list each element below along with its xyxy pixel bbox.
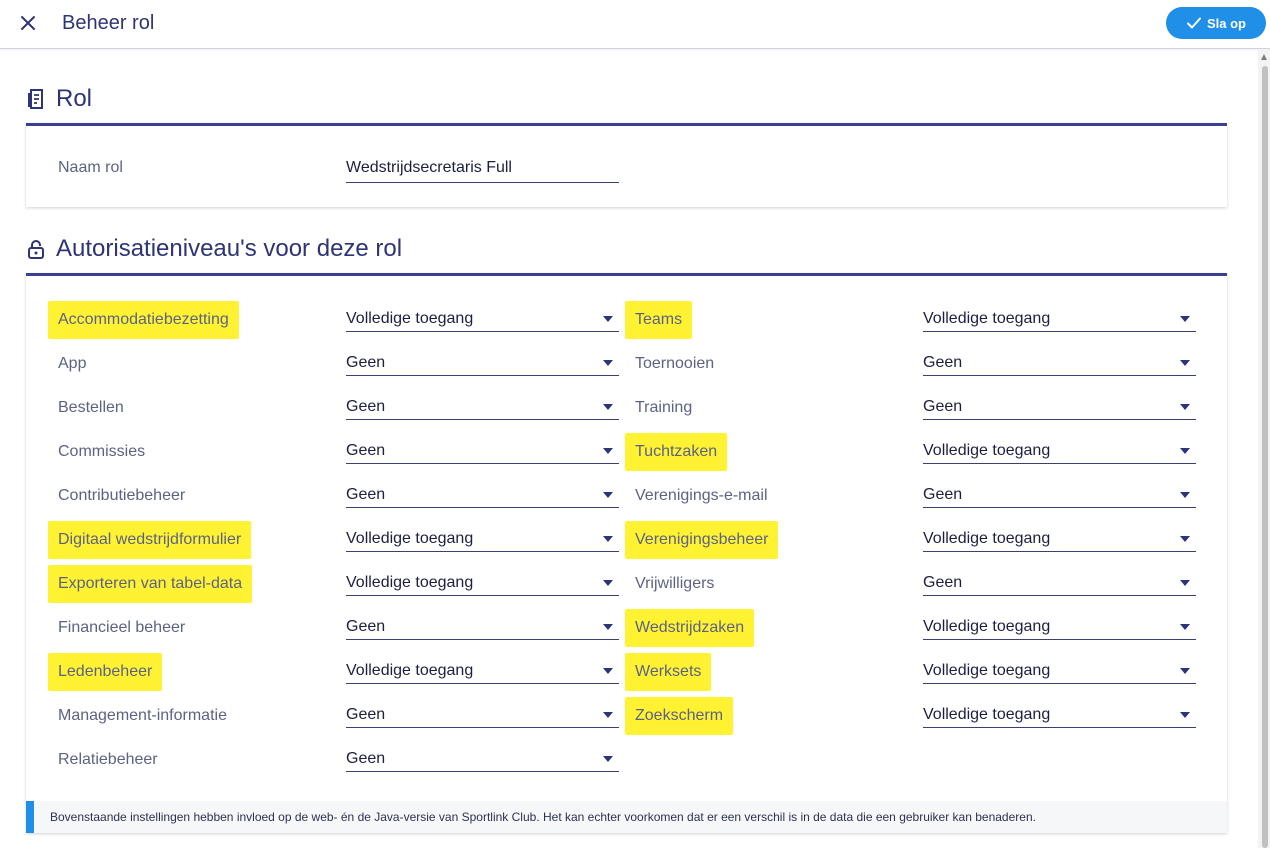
permission-label: Tuchtzaken — [635, 443, 718, 460]
permission-select[interactable] — [346, 747, 619, 772]
dropdown-caret-icon — [603, 492, 613, 498]
dropdown-caret-icon — [603, 448, 613, 454]
auth-card — [26, 273, 1227, 833]
dropdown-caret-icon — [1180, 580, 1190, 586]
permission-select-value: Volledige toegang — [923, 662, 1051, 679]
permission-label: Relatiebeheer — [58, 751, 158, 768]
permission-label: Verenigingsbeheer — [635, 531, 769, 548]
permission-select[interactable] — [923, 571, 1196, 596]
window-title: Beheer rol — [62, 12, 155, 34]
auth-section-header — [26, 234, 402, 264]
permission-select-value: Volledige toegang — [346, 310, 474, 327]
permission-select-value: Geen — [923, 398, 963, 415]
permission-select-value: Geen — [346, 750, 386, 767]
permission-select[interactable] — [346, 483, 619, 508]
role-name-label: Naam rol — [58, 159, 123, 176]
dropdown-caret-icon — [1180, 712, 1190, 718]
permission-select-value: Geen — [346, 442, 386, 459]
scroll-up-arrow-icon[interactable] — [1261, 54, 1267, 60]
permission-select-value: Geen — [346, 354, 386, 371]
dropdown-caret-icon — [603, 316, 613, 322]
permission-select-value: Volledige toegang — [923, 706, 1051, 723]
permission-label: Financieel beheer — [58, 619, 186, 636]
dropdown-caret-icon — [603, 536, 613, 542]
check-icon — [1186, 15, 1202, 31]
dropdown-caret-icon — [603, 580, 613, 586]
permission-select[interactable] — [923, 351, 1196, 376]
permission-select-value: Volledige toegang — [346, 574, 474, 591]
permission-select[interactable] — [346, 571, 619, 596]
dropdown-caret-icon — [1180, 360, 1190, 366]
permission-select-value: Volledige toegang — [923, 310, 1051, 327]
permission-select-value: Volledige toegang — [923, 530, 1051, 547]
permission-label: App — [58, 355, 87, 372]
save-button-label: Sla op — [1206, 15, 1246, 31]
permission-select-value: Geen — [346, 398, 386, 415]
permission-select-value: Volledige toegang — [346, 662, 474, 679]
permission-label: Werksets — [635, 663, 702, 680]
close-icon — [17, 12, 39, 34]
lock-icon — [26, 238, 46, 260]
dropdown-caret-icon — [603, 756, 613, 762]
permission-select[interactable] — [346, 307, 619, 332]
permission-label: Bestellen — [58, 399, 124, 416]
permission-label: Commissies — [58, 443, 146, 460]
dropdown-caret-icon — [603, 360, 613, 366]
permission-label: Teams — [635, 311, 683, 328]
permission-select[interactable] — [923, 615, 1196, 640]
dropdown-caret-icon — [603, 404, 613, 410]
dropdown-caret-icon — [603, 624, 613, 630]
permission-label: Training — [635, 399, 693, 416]
save-button[interactable] — [1166, 7, 1266, 39]
permission-select[interactable] — [923, 703, 1196, 728]
role-name-input[interactable]: Wedstrijdsecretaris Full — [346, 157, 619, 183]
permission-select-value: Geen — [923, 486, 963, 503]
permission-select[interactable] — [923, 527, 1196, 552]
permission-select[interactable] — [923, 307, 1196, 332]
dropdown-caret-icon — [603, 712, 613, 718]
permission-select-value: Volledige toegang — [923, 618, 1051, 635]
rol-section-header — [26, 84, 92, 114]
permission-select-value: Geen — [923, 354, 963, 371]
permission-label: Zoekscherm — [635, 707, 724, 724]
permission-label: Ledenbeheer — [58, 663, 153, 680]
scrollbar-thumb[interactable] — [1262, 66, 1268, 848]
permission-select[interactable] — [346, 439, 619, 464]
dropdown-caret-icon — [1180, 492, 1190, 498]
permission-label: Accommodatiebezetting — [58, 311, 229, 328]
dropdown-caret-icon — [1180, 624, 1190, 630]
permission-select[interactable] — [346, 351, 619, 376]
rol-card — [26, 123, 1227, 207]
id-card-icon — [26, 88, 46, 110]
permission-label: Exporteren van tabel-data — [58, 575, 243, 592]
permission-select[interactable] — [923, 483, 1196, 508]
info-message: Bovenstaande instellingen hebben invloed op de web- én de Java-versie van Sportlink Club. Het kan echter voorkomen dat er een verschil is in de data die een gebruiker kan benaderen. — [26, 801, 1227, 833]
permission-select-value: Geen — [346, 486, 386, 503]
permission-label: Contributiebeheer — [58, 487, 186, 504]
permission-select-value: Geen — [346, 706, 386, 723]
dropdown-caret-icon — [1180, 404, 1190, 410]
dropdown-caret-icon — [1180, 668, 1190, 674]
permission-select[interactable] — [923, 395, 1196, 420]
permission-label: Vrijwilligers — [635, 575, 715, 592]
permission-select[interactable] — [346, 703, 619, 728]
permission-label: Wedstrijdzaken — [635, 619, 745, 636]
dropdown-caret-icon — [1180, 448, 1190, 454]
permission-select[interactable] — [346, 659, 619, 684]
dropdown-caret-icon — [1180, 316, 1190, 322]
permission-select[interactable] — [923, 439, 1196, 464]
rol-section-title: Rol — [56, 85, 93, 112]
permission-label: Toernooien — [635, 355, 715, 372]
permission-label: Digitaal wedstrijdformulier — [58, 531, 242, 548]
permission-select[interactable] — [346, 615, 619, 640]
dropdown-caret-icon — [1180, 536, 1190, 542]
permission-select[interactable] — [923, 659, 1196, 684]
permission-select[interactable] — [346, 527, 619, 552]
permission-label: Verenigings-e-mail — [635, 487, 768, 504]
top-bar — [0, 0, 1270, 49]
close-button[interactable] — [17, 12, 39, 34]
auth-section-title: Autorisatieniveau's voor deze rol — [56, 235, 403, 262]
permission-select-value: Volledige toegang — [346, 530, 474, 547]
permission-label: Management-informatie — [58, 707, 227, 724]
permission-select[interactable] — [346, 395, 619, 420]
permission-select-value: Geen — [923, 574, 963, 591]
permission-select-value: Volledige toegang — [923, 442, 1051, 459]
permission-select-value: Geen — [346, 618, 386, 635]
dropdown-caret-icon — [603, 668, 613, 674]
